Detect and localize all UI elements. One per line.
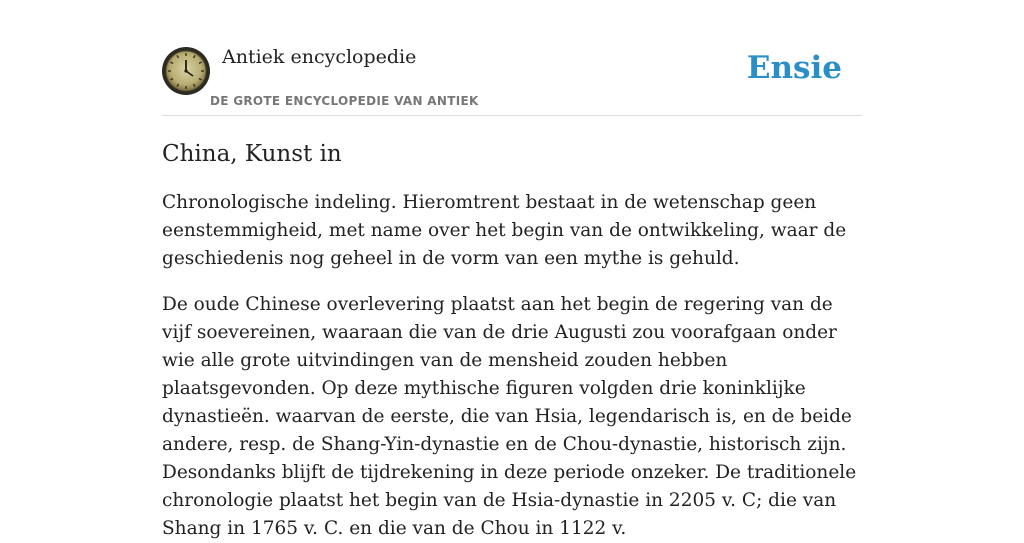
header-divider	[162, 115, 862, 116]
article	[162, 138, 862, 543]
site-title[interactable]: Antiek encyclopedie	[222, 46, 417, 68]
article-paragraph: Chronologische indeling. Hieromtrent bestaat in de wetenschap geen eenstemmigheid, met name over het begin van de ontwikkeling, waar de geschiedenis nog geheel in de vorm van een mythe is gehuld.	[162, 192, 847, 269]
article-paragraph: De oude Chinese overlevering plaatst aan het begin de regering van de vijf soevereinen, waaraan die van de drie Augusti zou voorafgaan onder wie alle grote uitvindingen van de mensheid zouden hebben plaatsgevonden. Op deze mythische figuren volgden drie koninklijke dynastieën. waarvan de eerste, die van Hsia, legendarisch is, en de beide andere, resp. de Shang-Yin-dynastie en de Chou-dynastie, historisch zijn. Desondanks blijft de tijdrekening in deze periode onzeker. De traditionele chronologie plaatst het begin van de Hsia-dynastie in 2205 v. C; die van Shang in 1765 v. C. en die van de Chou in 1122 v.	[162, 294, 857, 539]
clock-icon[interactable]	[162, 47, 210, 95]
brand-logo-link[interactable]: Ensie	[746, 50, 842, 86]
site-subtitle: DE GROTE ENCYCLOPEDIE VAN ANTIEK	[210, 94, 479, 108]
site-header	[162, 46, 862, 116]
article-title: China, Kunst in	[162, 141, 342, 167]
